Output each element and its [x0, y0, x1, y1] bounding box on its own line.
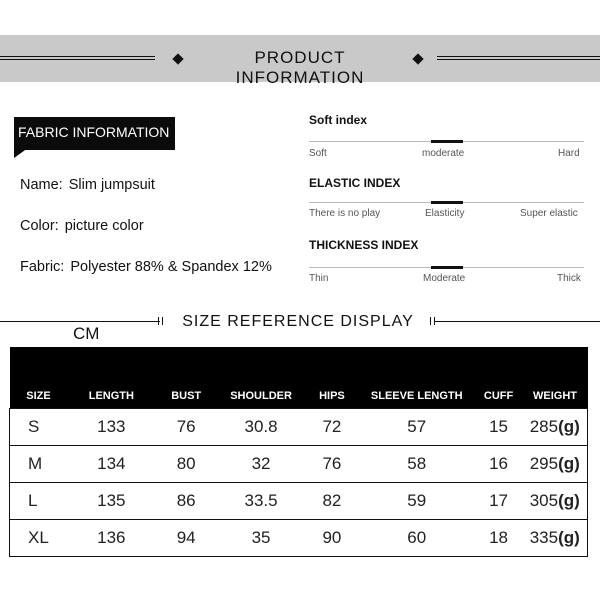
table-cell: 16 — [475, 446, 523, 483]
table-cell: 86 — [155, 483, 217, 520]
table-cell: 33.5 — [217, 483, 305, 520]
index-high-label: Thick — [557, 273, 581, 284]
table-cell: 32 — [217, 446, 305, 483]
weight-unit: (g) — [558, 417, 580, 436]
table-cell: 76 — [305, 446, 359, 483]
table-cell: 30.8 — [217, 409, 305, 446]
index-low-label: Soft — [309, 148, 327, 159]
fabric-value: Polyester 88% & Spandex 12% — [70, 259, 272, 275]
table-row — [10, 483, 588, 520]
column-header: HIPS — [305, 347, 359, 409]
table-cell: XL — [10, 520, 68, 557]
table-cell: 136 — [67, 520, 155, 557]
rule-tick — [162, 317, 163, 325]
color-row — [20, 218, 144, 234]
table-cell: 18 — [475, 520, 523, 557]
table-cell: 35 — [217, 520, 305, 557]
table-cell: 17 — [475, 483, 523, 520]
column-header: CUFF — [475, 347, 523, 409]
weight-value: 335 — [529, 528, 559, 547]
weight-cell — [523, 446, 588, 483]
color-label: Color: — [20, 218, 59, 234]
size-table — [9, 347, 588, 557]
table-cell: 72 — [305, 409, 359, 446]
index-title: ELASTIC INDEX — [309, 176, 401, 190]
weight-unit: (g) — [558, 491, 580, 510]
table-cell: 134 — [67, 446, 155, 483]
weight-cell — [523, 409, 588, 446]
index-high-label: Super elastic — [520, 208, 578, 219]
banner-rule-left — [0, 56, 155, 60]
color-value: picture color — [64, 218, 144, 234]
table-cell: S — [10, 409, 68, 446]
table-row — [10, 409, 588, 446]
weight-value: 305 — [529, 491, 559, 510]
column-header: SIZE — [10, 347, 68, 409]
weight-unit: (g) — [558, 528, 580, 547]
size-rule-left — [0, 321, 160, 322]
table-cell: 60 — [359, 520, 475, 557]
table-cell: 94 — [155, 520, 217, 557]
table-cell: 82 — [305, 483, 359, 520]
index-level-marker — [431, 201, 463, 204]
fabric-label: Fabric: — [20, 259, 65, 275]
index-low-label: There is no play — [309, 208, 381, 219]
weight-value: 295 — [529, 454, 559, 473]
tag-tail — [14, 148, 28, 158]
index-title: Soft index — [309, 113, 368, 127]
column-header: BUST — [155, 347, 217, 409]
table-cell: 15 — [475, 409, 523, 446]
rule-tick — [158, 317, 159, 325]
weight-unit: (g) — [558, 454, 580, 473]
name-value: Slim jumpsuit — [68, 177, 155, 193]
table-cell: 76 — [155, 409, 217, 446]
index-low-label: Thin — [309, 273, 329, 284]
column-header: SLEEVE LENGTH — [359, 347, 475, 409]
table-row — [10, 520, 588, 557]
table-header-row — [10, 347, 588, 409]
rule-tick — [430, 317, 431, 325]
weight-cell — [523, 520, 588, 557]
fabric-row — [20, 259, 272, 275]
table-cell: 90 — [305, 520, 359, 557]
size-rule-right — [434, 321, 600, 322]
banner-rule-right — [437, 56, 600, 60]
table-cell: 80 — [155, 446, 217, 483]
table-cell: 59 — [359, 483, 475, 520]
index-title: THICKNESS INDEX — [309, 238, 419, 252]
size-reference-title: SIZE REFERENCE DISPLAY — [182, 313, 414, 330]
weight-cell — [523, 483, 588, 520]
table-row — [10, 446, 588, 483]
banner-title: PRODUCT INFORMATION — [235, 48, 365, 87]
index-mid-label: moderate — [422, 148, 465, 159]
fabric-info-tag: FABRIC INFORMATION — [14, 117, 175, 150]
table-cell: 133 — [67, 409, 155, 446]
name-label: Name: — [20, 177, 63, 193]
unit-label: CM — [73, 324, 100, 343]
table-cell: 58 — [359, 446, 475, 483]
table-cell: 135 — [67, 483, 155, 520]
table-cell: L — [10, 483, 68, 520]
column-header: SHOULDER — [217, 347, 305, 409]
index-level-marker — [431, 266, 463, 269]
column-header: WEIGHT — [523, 347, 588, 409]
index-mid-label: Elasticity — [425, 208, 465, 219]
column-header: LENGTH — [67, 347, 155, 409]
index-mid-label: Moderate — [423, 273, 466, 284]
table-cell: 57 — [359, 409, 475, 446]
index-high-label: Hard — [558, 148, 580, 159]
table-cell: M — [10, 446, 68, 483]
name-row — [20, 177, 155, 193]
weight-value: 285 — [529, 417, 559, 436]
index-level-marker — [431, 140, 463, 143]
